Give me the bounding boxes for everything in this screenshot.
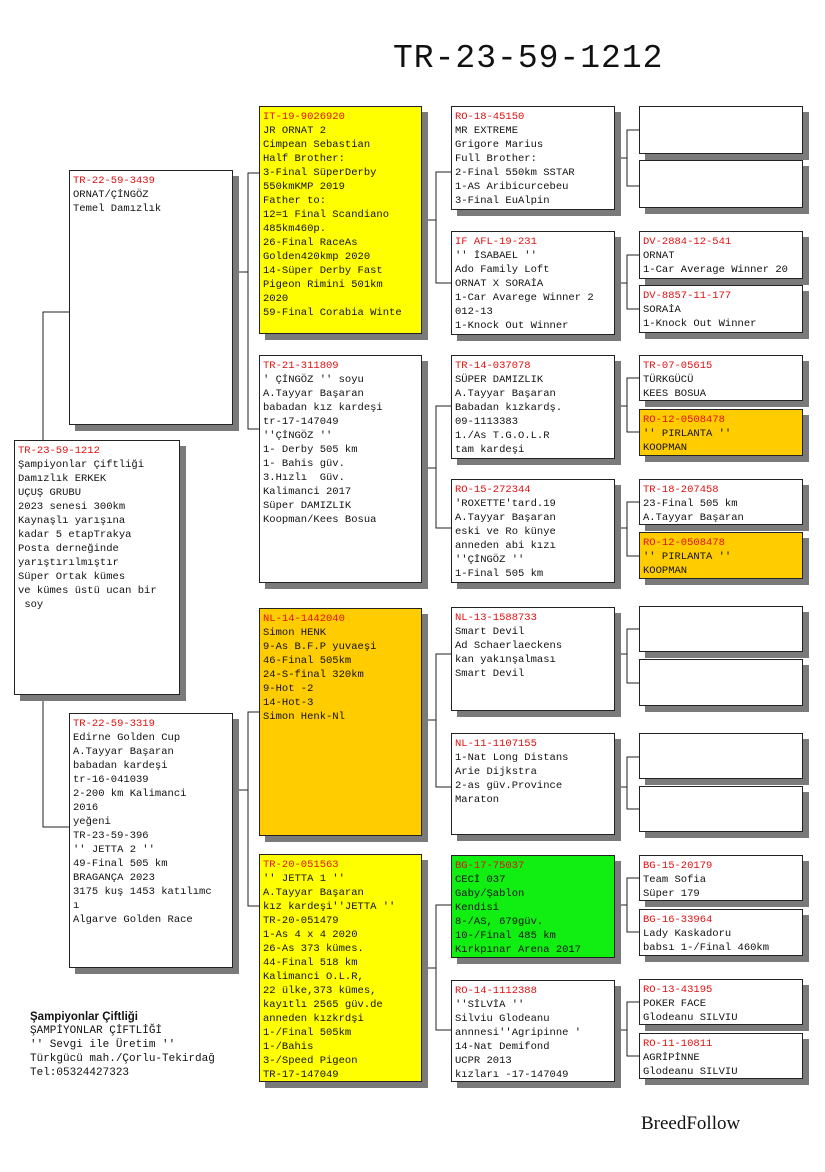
detail-line: Cimpean Sebastian xyxy=(263,139,371,151)
pedigree-box-ddd[interactable] xyxy=(451,980,615,1082)
box-details xyxy=(643,550,799,578)
pedigree-box-g5-13[interactable] xyxy=(639,855,803,901)
detail-line: TÜRKGÜCÜ xyxy=(643,374,694,386)
ring-number: TR-14-037078 xyxy=(455,360,531,372)
box-details xyxy=(455,497,611,581)
detail-line: tam kardeşi xyxy=(455,444,525,456)
box-details xyxy=(455,873,611,957)
box-details xyxy=(263,872,418,1082)
detail-line: 9-Hot -2 xyxy=(263,683,314,695)
detail-line: JR ORNAT 2 xyxy=(263,125,327,137)
ring-number: TR-22-59-3319 xyxy=(73,718,155,730)
pedigree-box-g5-5[interactable] xyxy=(639,355,803,401)
detail-line: 9-As B.F.P yuvaeşi xyxy=(263,641,377,653)
detail-line: kan yakınşalması xyxy=(455,654,556,666)
detail-line: 14-Süper Derby Fast xyxy=(263,265,383,277)
detail-line: 485km460p. xyxy=(263,223,327,235)
ring-number: RO-13-43195 xyxy=(643,984,713,996)
box-details xyxy=(643,427,799,455)
detail-line: 2-as güv.Province xyxy=(455,780,563,792)
detail-line: Grigore Marius xyxy=(455,139,544,151)
detail-line: 24-S-final 320km xyxy=(263,669,364,681)
detail-line: 59-Final Corabia Winte xyxy=(263,307,402,319)
detail-line: 550kmKMP 2019 xyxy=(263,181,345,193)
detail-line: Kırkpınar Arena 2017 xyxy=(455,944,582,956)
detail-line: '' JETTA 2 '' xyxy=(73,844,155,856)
pedigree-box-g5-3[interactable] xyxy=(639,231,803,279)
detail-line: Süper 179 xyxy=(643,888,700,900)
pedigree-box-sdd[interactable] xyxy=(451,479,615,583)
detail-line: 49-Final 505 km xyxy=(73,858,168,870)
detail-line: Half Brother: xyxy=(263,153,345,165)
detail-line: 26-As 373 kümes. xyxy=(263,943,364,955)
ring-number: BG-17-75037 xyxy=(455,860,525,872)
detail-line: '' PIRLANTA '' xyxy=(643,428,732,440)
detail-line: Lady Kaskadoru xyxy=(643,928,732,940)
detail-line: 22 ülke,373 kümes, xyxy=(263,985,377,997)
box-details xyxy=(455,373,611,457)
detail-line: 26-Final RaceAs xyxy=(263,237,358,249)
detail-line: 'ROXETTE'tard.19 xyxy=(455,498,556,510)
ring-number: TR-20-051563 xyxy=(263,859,339,871)
detail-line: babsı 1-/Final 460km xyxy=(643,942,770,954)
pedigree-box-g5-9[interactable] xyxy=(639,606,803,652)
detail-line: Pigeon Rimini 501km xyxy=(263,279,383,291)
pedigree-box-dam-dam[interactable] xyxy=(259,854,422,1082)
detail-line: 8-/AS, 679güv. xyxy=(455,916,544,928)
detail-line: kayıtlı 2565 güv.de xyxy=(263,999,383,1011)
detail-line: eski ve Ro künye xyxy=(455,526,556,538)
detail-line: Silviu Glodeanu xyxy=(455,1013,550,1025)
box-details xyxy=(455,249,611,333)
ring-number: NL-14-1442040 xyxy=(263,613,345,625)
detail-line: 1-Final 505 km xyxy=(455,568,544,580)
ring-number: TR-07-05615 xyxy=(643,360,713,372)
detail-line: Full Brother: xyxy=(455,153,537,165)
box-details xyxy=(18,458,176,612)
detail-line: TR-23-59-396 xyxy=(73,830,149,842)
ring-number: RO-11-10811 xyxy=(643,1038,713,1050)
detail-line: KOOPMAN xyxy=(643,565,688,577)
detail-line: A.Tayyar Başaran xyxy=(455,388,556,400)
detail-line: 3-Final EuAlpin xyxy=(455,195,550,207)
detail-line: ''ÇİNGÖZ '' xyxy=(263,430,333,442)
box-details xyxy=(455,124,611,208)
box-details xyxy=(73,731,229,927)
detail-line: BRAGANÇA 2023 xyxy=(73,872,155,884)
detail-line: 14-Hot-3 xyxy=(263,697,314,709)
box-details xyxy=(643,373,799,401)
pedigree-box-g5-2[interactable] xyxy=(639,160,803,208)
pedigree-box-g5-15[interactable] xyxy=(639,979,803,1025)
box-details xyxy=(455,625,611,681)
box-details xyxy=(73,188,229,216)
ring-number: RO-14-1112388 xyxy=(455,985,537,997)
box-details xyxy=(643,249,799,277)
box-details xyxy=(455,998,611,1082)
detail-line: 44-Final 518 km xyxy=(263,957,358,969)
detail-line: Süper Ortak kümes xyxy=(18,571,126,583)
box-details xyxy=(643,497,799,525)
detail-line: 3175 kuş 1453 katılımc xyxy=(73,886,212,898)
breeder-name: Şampiyonlar Çiftliği xyxy=(30,1011,138,1023)
pedigree-box-ssd[interactable] xyxy=(451,231,615,335)
detail-line: 2-Final 550km SSTAR xyxy=(455,167,575,179)
detail-line: Şampiyonlar Çiftliği xyxy=(18,459,145,471)
detail-line: 23-Final 505 km xyxy=(643,498,738,510)
detail-line: Kaynaşlı yarışına xyxy=(18,515,126,527)
ring-number: NL-11-1107155 xyxy=(455,738,537,750)
ring-number: IF AFL-19-231 xyxy=(455,236,537,248)
pedigree-box-g5-11[interactable] xyxy=(639,733,803,779)
detail-line: Glodeanu SILVIU xyxy=(643,1012,738,1024)
detail-line: 1-Car Average Winner 20 xyxy=(643,264,788,276)
detail-line: Algarve Golden Race xyxy=(73,914,193,926)
detail-line: yeğeni xyxy=(73,816,111,828)
detail-line: 1./As T.G.O.L.R xyxy=(455,430,550,442)
detail-line: '' PIRLANTA '' xyxy=(643,551,732,563)
box-details xyxy=(643,303,799,331)
detail-line: 3-/Speed Pigeon xyxy=(263,1055,358,1067)
pedigree-box-sire-dam[interactable] xyxy=(259,355,422,583)
ring-number: TR-21-311809 xyxy=(263,360,339,372)
pedigree-box-g5-8[interactable] xyxy=(639,532,803,579)
pedigree-box-g5-10[interactable] xyxy=(639,659,803,706)
detail-line: CECİ 037 xyxy=(455,874,506,886)
ring-number: DV-2884-12-541 xyxy=(643,236,732,248)
detail-line: Maraton xyxy=(455,794,500,806)
box-details xyxy=(643,1051,799,1079)
detail-line: Babadan kızkardş. xyxy=(455,402,563,414)
ring-number: BG-16-33964 xyxy=(643,914,713,926)
detail-line: anneden abi kızı xyxy=(455,540,556,552)
detail-line: SORAİA xyxy=(643,304,681,316)
detail-line: 1-AS Aribicurcebeu xyxy=(455,181,569,193)
detail-line: Edirne Golden Cup xyxy=(73,732,181,744)
detail-line: ORNAT xyxy=(643,250,675,262)
ring-number: BG-15-20179 xyxy=(643,860,713,872)
detail-line: A.Tayyar Başaran xyxy=(263,887,364,899)
pedigree-box-sire[interactable] xyxy=(69,170,233,425)
detail-line: annnesi''Agripinne ' xyxy=(455,1027,582,1039)
pedigree-box-dds[interactable] xyxy=(451,855,615,958)
detail-line: Simon Henk-Nl xyxy=(263,711,345,723)
detail-line: 1-As 4 x 4 2020 xyxy=(263,929,358,941)
pedigree-box-g5-16[interactable] xyxy=(639,1033,803,1079)
detail-line: anneden kızkrdşi xyxy=(263,1013,364,1025)
detail-line: kız kardeşi''JETTA '' xyxy=(263,901,396,913)
detail-line: 2020 xyxy=(263,293,289,305)
detail-line: A.Tayyar Başaran xyxy=(455,512,556,524)
detail-line: Golden420kmp 2020 xyxy=(263,251,371,263)
pedigree-box-dss[interactable] xyxy=(451,607,615,711)
detail-line: Kendisi xyxy=(455,902,500,914)
pedigree-box-g5-6[interactable] xyxy=(639,409,803,456)
detail-line: TR-20-051479 xyxy=(263,915,339,927)
detail-line: ORNAT/ÇİNGÖZ xyxy=(73,189,149,201)
ring-number: NL-13-1588733 xyxy=(455,612,537,624)
detail-line: 14-Nat Demifond xyxy=(455,1041,550,1053)
breeder-address: Türkgücü mah./Çorlu-Tekirdağ xyxy=(30,1053,215,1065)
detail-line: ı xyxy=(73,900,80,912)
detail-line: KEES BOSUA xyxy=(643,388,707,400)
detail-line: kızları -17-147049 xyxy=(455,1069,569,1081)
brand-logo-text: BreedFollow xyxy=(641,1113,741,1134)
detail-line: A.Tayyar Başaran xyxy=(73,746,174,758)
ring-number: TR-22-59-3439 xyxy=(73,175,155,187)
detail-line: Damızlık ERKEK xyxy=(18,473,107,485)
ring-number: RO-15-272344 xyxy=(455,484,531,496)
box-details xyxy=(263,373,418,527)
detail-line: UÇUŞ GRUBU xyxy=(18,487,82,499)
ring-number: DV-8857-11-177 xyxy=(643,290,732,302)
box-details xyxy=(263,124,418,320)
detail-line: Gaby/Şablon xyxy=(455,888,525,900)
detail-line: Arie Dijkstra xyxy=(455,766,537,778)
detail-line: 1- Bahis güv. xyxy=(263,458,345,470)
pedigree-box-sds[interactable] xyxy=(451,355,615,459)
detail-line: MR EXTREME xyxy=(455,125,519,137)
detail-line: Temel Damızlık xyxy=(73,203,162,215)
detail-line: A.Tayyar Başaran xyxy=(263,388,364,400)
ring-number: IT-19-9026920 xyxy=(263,111,345,123)
detail-line: 1-Car Avarege Winner 2 xyxy=(455,292,594,304)
detail-line: Ad Schaerlaeckens xyxy=(455,640,563,652)
pedigree-box-sire-sire[interactable] xyxy=(259,106,422,334)
pedigree-box-g5-7[interactable] xyxy=(639,479,803,525)
pedigree-box-dam-sire[interactable] xyxy=(259,608,422,836)
pedigree-box-dam[interactable] xyxy=(69,713,233,968)
ring-number: RO-12-0508478 xyxy=(643,537,725,549)
detail-line: 1-/Final 505km xyxy=(263,1027,352,1039)
page-title: TR-23-59-1212 xyxy=(393,40,664,77)
ring-number: TR-23-59-1212 xyxy=(18,445,100,457)
box-details xyxy=(643,927,799,955)
pedigree-box-dsd[interactable] xyxy=(451,733,615,835)
detail-line: 012-13 xyxy=(455,306,493,318)
detail-line: babadan kız kardeşi xyxy=(263,402,383,414)
box-details xyxy=(643,873,799,901)
box-details xyxy=(455,751,611,807)
detail-line: tr-17-147049 xyxy=(263,416,339,428)
detail-line: Glodeanu SILVIU xyxy=(643,1066,738,1078)
detail-line: soy xyxy=(18,599,44,611)
detail-line: Simon HENK xyxy=(263,627,327,639)
detail-line: Team Sofia xyxy=(643,874,707,886)
detail-line: Father to: xyxy=(263,195,327,207)
detail-line: 46-Final 505km xyxy=(263,655,352,667)
detail-line: tr-16-041039 xyxy=(73,774,149,786)
detail-line: ''SİLVİA '' xyxy=(455,999,525,1011)
detail-line: 1-Nat Long Distans xyxy=(455,752,569,764)
detail-line: 1-Knock Out Winner xyxy=(455,320,569,332)
detail-line: kadar 5 etapTrakya xyxy=(18,529,132,541)
detail-line: POKER FACE xyxy=(643,998,707,1010)
detail-line: Posta derneğinde xyxy=(18,543,119,555)
detail-line: KOOPMAN xyxy=(643,442,688,454)
detail-line: '' İSABAEL '' xyxy=(455,250,537,262)
detail-line: A.Tayyar Başaran xyxy=(643,512,744,524)
detail-line: ' ÇİNGÖZ '' soyu xyxy=(263,374,364,386)
detail-line: ve kümes üstü ucan bir xyxy=(18,585,157,597)
pedigree-box-g5-1[interactable] xyxy=(639,106,803,154)
detail-line: AGRİPİNNE xyxy=(643,1052,700,1064)
ring-number: RO-12-0508478 xyxy=(643,414,725,426)
pedigree-box-g5-14[interactable] xyxy=(639,909,803,956)
detail-line: ORNAT X SORAİA xyxy=(455,278,544,290)
ring-number: RO-18-45150 xyxy=(455,111,525,123)
ring-number: TR-18-207458 xyxy=(643,484,719,496)
detail-line: 2-200 km Kalimanci xyxy=(73,788,187,800)
detail-line: 10-/Final 485 km xyxy=(455,930,556,942)
breeder-slogan: '' Sevgi ile Üretim '' xyxy=(30,1039,176,1051)
detail-line: 2023 senesi 300km xyxy=(18,501,126,513)
detail-line: Kalimanci O.L.R, xyxy=(263,971,364,983)
detail-line: 3.Hızlı Güv. xyxy=(263,472,345,484)
detail-line: UCPR 2013 xyxy=(455,1055,512,1067)
detail-line: 1-Knock Out Winner xyxy=(643,318,757,330)
breeder-info xyxy=(30,1010,215,1080)
detail-line: '' JETTA 1 '' xyxy=(263,873,345,885)
detail-line: Kalimanci 2017 xyxy=(263,486,352,498)
pedigree-box-subject[interactable] xyxy=(14,440,180,695)
detail-line: Koopman/Kees Bosua xyxy=(263,514,377,526)
pedigree-box-sss[interactable] xyxy=(451,106,615,210)
detail-line: 2016 xyxy=(73,802,99,814)
detail-line: yarıştırılmıştır xyxy=(18,557,119,569)
detail-line: Ado Family Loft xyxy=(455,264,550,276)
breeder-phone: Tel:05324427323 xyxy=(30,1067,130,1079)
box-details xyxy=(263,626,418,724)
box-details xyxy=(643,997,799,1025)
detail-line: TR-17-147049 xyxy=(263,1069,339,1081)
detail-line: 1- Derby 505 km xyxy=(263,444,358,456)
detail-line: Süper DAMIZLIK xyxy=(263,500,352,512)
breeder-name-upper: ŞAMPİYONLAR ÇİFTLİĞİ xyxy=(30,1025,163,1037)
detail-line: 3-Final SüperDerby xyxy=(263,167,377,179)
detail-line: SÜPER DAMIZLIK xyxy=(455,374,544,386)
detail-line: ''ÇİNGÖZ '' xyxy=(455,554,525,566)
detail-line: 12=1 Final Scandiano xyxy=(263,209,390,221)
detail-line: Smart Devil xyxy=(455,668,525,680)
detail-line: 09-1113383 xyxy=(455,416,519,428)
detail-line: 1-/Bahis xyxy=(263,1041,314,1053)
pedigree-box-g5-4[interactable] xyxy=(639,285,803,333)
detail-line: Smart Devil xyxy=(455,626,525,638)
detail-line: babadan kardeşi xyxy=(73,760,168,772)
pedigree-box-g5-12[interactable] xyxy=(639,786,803,832)
